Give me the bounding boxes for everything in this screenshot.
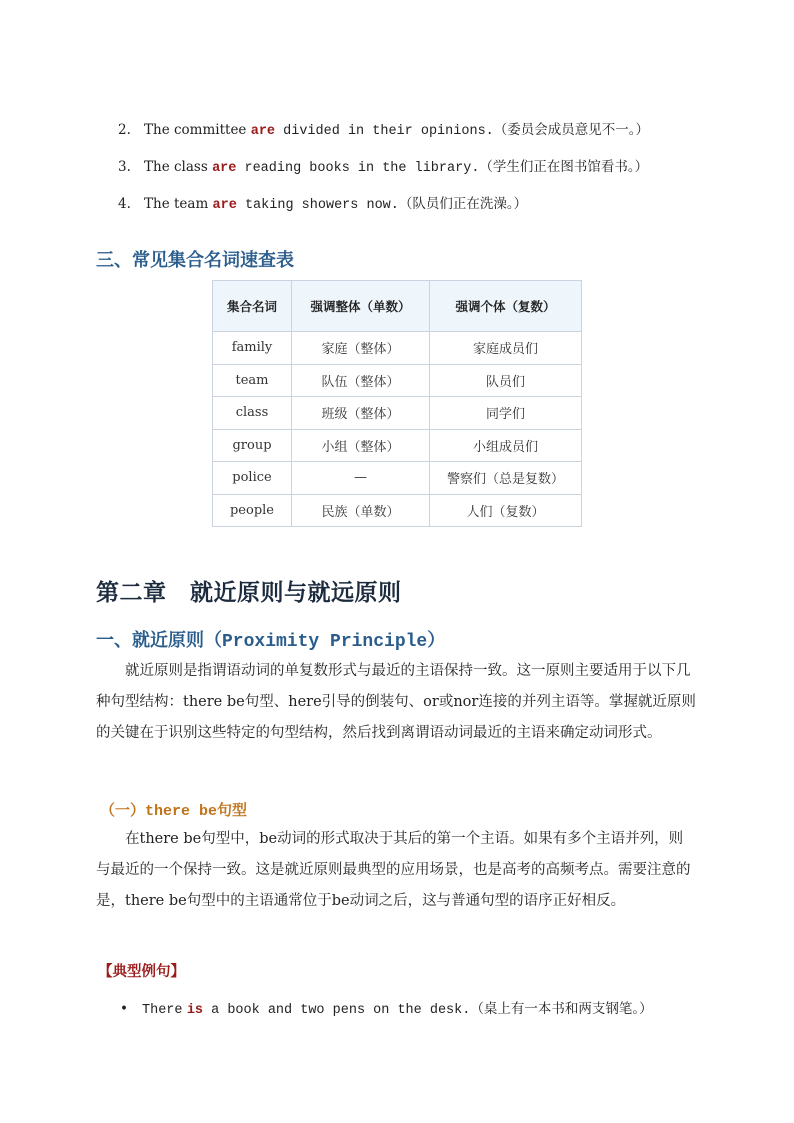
table-cell: 家庭（整体） (292, 332, 430, 365)
numbered-examples (118, 120, 758, 231)
table-row (213, 429, 582, 462)
table-cell: family (213, 332, 292, 365)
column-header: 强调整体（单数） (292, 281, 430, 332)
table-row (213, 332, 582, 365)
bullet-icon: • (120, 1001, 128, 1017)
predicate-rest: taking showers now. (236, 198, 399, 213)
table-row (213, 364, 582, 397)
bullet-example (120, 997, 740, 1018)
table-cell: group (213, 429, 292, 462)
section-title-proximity (96, 626, 445, 652)
translation: （学生们正在图书馆看书。） (479, 159, 649, 175)
table-cell: 同学们 (430, 397, 582, 430)
subject: The committee (144, 122, 247, 138)
item-number: 3. (118, 159, 131, 175)
predicate-rest: a book and two pens on the desk. (203, 1003, 471, 1018)
translation: （队员们正在洗澡。） (398, 196, 528, 212)
collective-noun-table (212, 280, 582, 527)
table-cell: police (213, 462, 292, 495)
table-cell: 小组成员们 (430, 429, 582, 462)
verb-highlight: is (186, 1003, 204, 1018)
section-title-quick-reference: 三、常见集合名词速查表 (96, 250, 294, 271)
example-item (118, 157, 758, 194)
table-cell: 民族（单数） (292, 494, 430, 527)
table-cell: 班级（整体） (292, 397, 430, 430)
example-tag: 【典型例句】 (98, 964, 185, 980)
example-item (118, 120, 758, 157)
verb-highlight: are (212, 161, 237, 176)
table-cell: 人们（复数） (430, 494, 582, 527)
verb-highlight: are (250, 124, 276, 139)
table-cell: — (292, 462, 430, 495)
item-number: 4. (118, 196, 131, 212)
table-cell: 队员们 (430, 364, 582, 397)
predicate-rest: reading books in the library. (236, 161, 480, 176)
subsection-cn: 句型 (217, 801, 248, 819)
table-row (213, 494, 582, 527)
column-header: 集合名词 (213, 281, 292, 332)
subsection-title-there-be (100, 799, 247, 820)
translation: （桌上有一本书和两支钢笔。） (470, 1001, 653, 1017)
table-row (213, 462, 582, 495)
paragraph-there-be: 在there be句型中，be动词的形式取决于其后的第一个主语。如果有多个主语并列，则与最近的一个保持一致。这是就近原则最典型的应用场景，也是高考的高频考点。需要注意的是，there be句型中的主语通常位于be动词之后，这与普通句型的语序正好相反。 (96, 831, 691, 909)
subsection-en: there be (145, 803, 218, 820)
paragraph-proximity-intro: 就近原则是指谓语动词的单复数形式与最近的主语保持一致。这一原则主要适用于以下几种句型结构：there be句型、here引导的倒装句、or或nor连接的并列主语等。掌握就近原则的关键在于识别这些特定的句型结构，然后找到离谓语动词最近的主语来确定动词形式。 (96, 663, 696, 741)
predicate-rest: divided in their opinions. (275, 124, 494, 139)
section-title-close: ） (427, 630, 446, 651)
table-cell: 队伍（整体） (292, 364, 430, 397)
table-cell: class (213, 397, 292, 430)
table-row (213, 397, 582, 430)
example-item (118, 194, 758, 231)
table-cell: 小组（整体） (292, 429, 430, 462)
section-title-cn: 一、就近原则（ (96, 630, 222, 651)
table-cell: team (213, 364, 292, 397)
translation: （委员会成员意见不一。） (493, 122, 650, 138)
item-number: 2. (118, 122, 131, 138)
table-cell: people (213, 494, 292, 527)
section-title-en: Proximity Principle (222, 632, 428, 652)
subject: The team (144, 196, 209, 212)
column-header: 强调个体（复数） (430, 281, 582, 332)
subsection-number: （一） (100, 801, 146, 819)
subject: The class (144, 159, 208, 175)
subject: There (142, 1003, 183, 1018)
table-cell: 家庭成员们 (430, 332, 582, 365)
table-cell: 警察们（总是复数） (430, 462, 582, 495)
table-header-row (213, 281, 582, 332)
chapter-title: 第二章 就近原则与就远原则 (96, 580, 402, 606)
verb-highlight: are (212, 198, 237, 213)
